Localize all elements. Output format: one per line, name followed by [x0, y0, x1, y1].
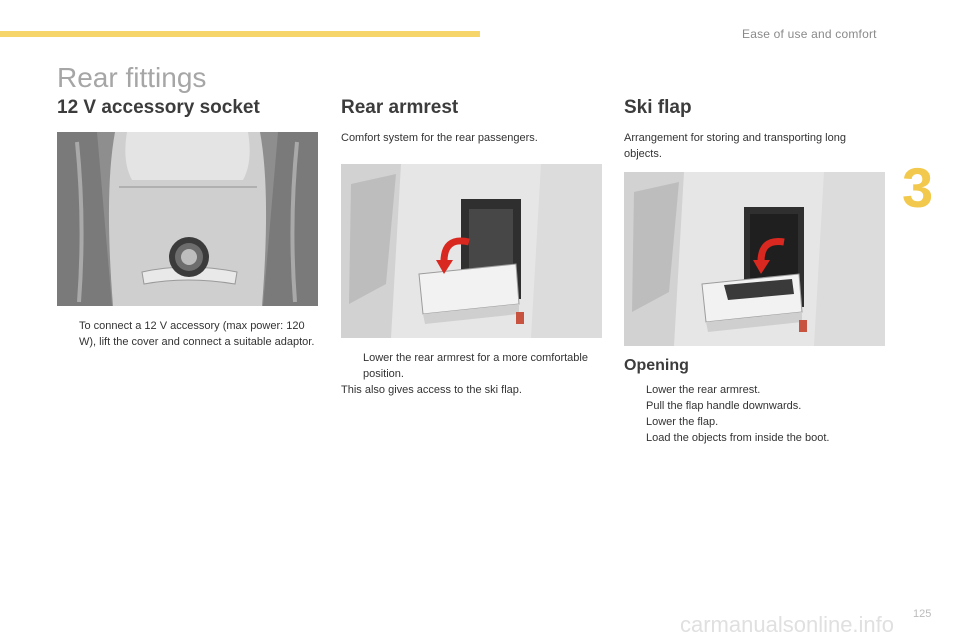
bullet-text: Lower the rear armrest for a more comfortable position.	[363, 352, 588, 380]
watermark: carmanualsonline.info	[680, 612, 895, 637]
opening-step-1	[624, 382, 886, 398]
chapter-number: 3	[902, 156, 934, 219]
heading-accessory-socket: 12 V accessory socket	[57, 97, 260, 118]
armrest-instruction	[341, 350, 603, 382]
page-title: Rear fittings	[57, 62, 207, 93]
column-ski-flap	[624, 96, 886, 446]
heading-opening: Opening	[624, 357, 689, 374]
armrest-note: This also gives access to the ski flap.	[341, 384, 522, 396]
armrest-intro: Comfort system for the rear passengers.	[341, 132, 538, 144]
section-label: Ease of use and comfort	[742, 27, 877, 41]
heading-rear-armrest: Rear armrest	[341, 97, 459, 118]
ski-flap-intro: Arrangement for storing and transporting long objects.	[624, 132, 846, 160]
opening-step-2	[624, 398, 886, 414]
bullet-text: Pull the flap handle downwards.	[646, 400, 802, 412]
opening-step-3	[624, 414, 886, 430]
rear-armrest-illustration	[341, 164, 602, 338]
accessory-socket-illustration	[57, 132, 318, 306]
bullet-text: Load the objects from inside the boot.	[646, 432, 830, 444]
bullet-text: Lower the flap.	[646, 416, 719, 428]
bullet-text: To connect a 12 V accessory (max power: 120 W), lift the cover and connect a suitable adaptor.	[79, 320, 315, 348]
opening-step-4	[624, 430, 886, 446]
column-accessory-socket	[57, 96, 319, 350]
column-rear-armrest	[341, 96, 603, 398]
page-number: 125	[913, 608, 932, 620]
header-accent-bar	[0, 31, 480, 37]
ski-flap-illustration	[624, 172, 885, 346]
heading-ski-flap: Ski flap	[624, 97, 692, 118]
bullet-text: Lower the rear armrest.	[646, 384, 761, 396]
socket-instruction	[57, 318, 319, 350]
